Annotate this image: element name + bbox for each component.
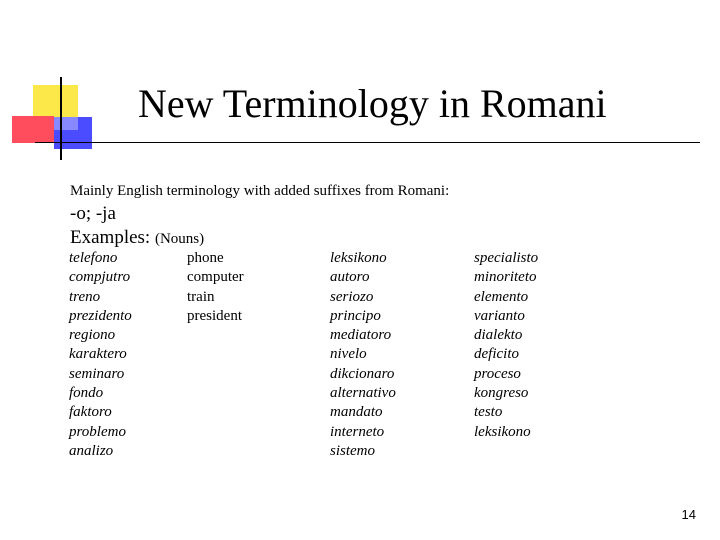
page-number: 14 bbox=[681, 507, 696, 522]
term-item: dialekto bbox=[474, 327, 523, 344]
term-item: compjutro bbox=[69, 269, 131, 286]
term-item: leksikono bbox=[330, 250, 387, 266]
term-item: interneto bbox=[330, 423, 385, 440]
term-item: sistemo bbox=[330, 442, 375, 459]
term-item: varianto bbox=[474, 307, 525, 324]
term-item: president bbox=[187, 307, 242, 324]
term-item: problemo bbox=[69, 423, 126, 440]
romani-terms-column-1 bbox=[69, 249, 132, 461]
term-item: telefono bbox=[69, 250, 118, 266]
term-item: faktoro bbox=[69, 404, 112, 421]
term-item: train bbox=[187, 288, 215, 305]
term-item: phone bbox=[187, 250, 224, 266]
decorative-squares-graphic bbox=[0, 0, 140, 170]
term-item: analizo bbox=[69, 442, 114, 459]
examples-label: Examples: bbox=[70, 227, 151, 248]
term-item: karaktero bbox=[69, 346, 127, 363]
examples-heading bbox=[70, 226, 204, 251]
term-item: alternativo bbox=[330, 385, 396, 402]
term-item: autoro bbox=[330, 269, 370, 286]
term-item: dikcionaro bbox=[330, 365, 395, 382]
term-item: elemento bbox=[474, 288, 529, 305]
term-item: seriozo bbox=[330, 288, 374, 305]
romani-terms-column-2 bbox=[330, 249, 396, 461]
intro-text: Mainly English terminology with added suffixes from Romani: bbox=[70, 183, 450, 199]
examples-note: (Nouns) bbox=[154, 231, 205, 247]
term-item: treno bbox=[69, 288, 101, 305]
deco-red-square bbox=[12, 116, 54, 143]
term-item: deficito bbox=[474, 346, 519, 363]
term-item: computer bbox=[187, 269, 244, 286]
term-item: seminaro bbox=[69, 365, 125, 382]
term-item: specialisto bbox=[474, 250, 539, 266]
title-divider bbox=[35, 142, 700, 143]
term-item: testo bbox=[474, 404, 503, 421]
term-item: mediatoro bbox=[330, 327, 392, 344]
romani-terms-column-3 bbox=[474, 249, 538, 442]
term-item: minoriteto bbox=[474, 269, 537, 286]
slide-title: New Terminology in Romani bbox=[138, 81, 607, 126]
term-item: proceso bbox=[474, 365, 521, 382]
term-item: nivelo bbox=[330, 346, 367, 363]
term-item: kongreso bbox=[474, 385, 529, 402]
suffixes-line: -o; -ja bbox=[70, 203, 116, 224]
term-item: fondo bbox=[69, 385, 104, 402]
term-item: regiono bbox=[69, 327, 116, 344]
term-item: mandato bbox=[330, 404, 383, 421]
english-translations-column bbox=[187, 249, 244, 326]
term-item: leksikono bbox=[474, 423, 531, 440]
term-item: principo bbox=[330, 307, 381, 324]
deco-white-overlay bbox=[54, 117, 78, 130]
term-item: prezidento bbox=[69, 307, 132, 324]
